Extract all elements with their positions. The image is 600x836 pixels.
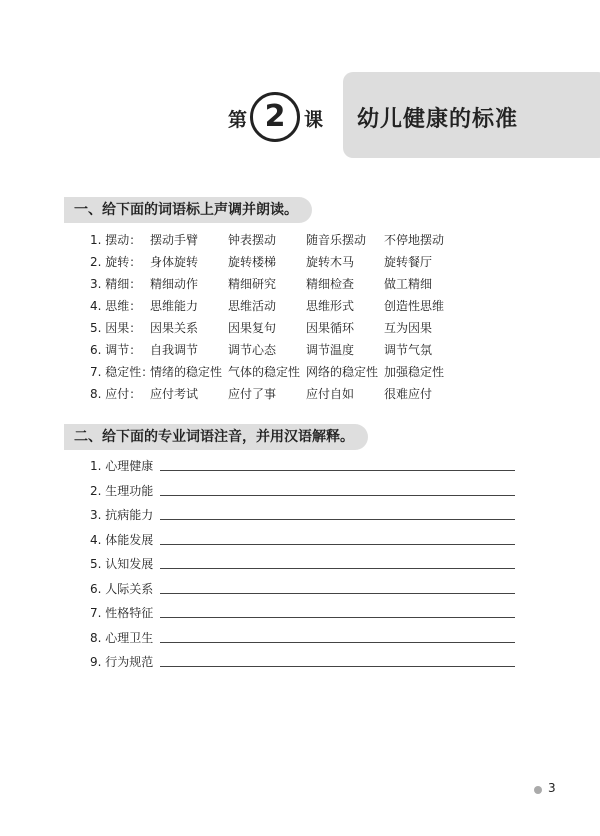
term-label: 7. 性格特征	[90, 606, 154, 620]
term-row	[90, 602, 515, 627]
lesson-number-badge: 2	[250, 92, 300, 142]
word-row	[90, 273, 490, 295]
answer-line[interactable]	[160, 666, 515, 667]
answer-line[interactable]	[160, 593, 515, 594]
word-row-label: 3. 精细：	[90, 277, 142, 291]
word-phrase: 创造性思维	[384, 299, 445, 313]
word-row-label: 7. 稳定性：	[90, 365, 154, 379]
term-row	[90, 504, 515, 529]
word-phrase: 不停地摆动	[384, 233, 445, 247]
word-phrase: 应付自如	[306, 387, 355, 401]
word-row	[90, 251, 490, 273]
term-row	[90, 553, 515, 578]
word-row-label: 6. 调节：	[90, 343, 142, 357]
word-phrase: 旋转餐厅	[384, 255, 433, 269]
word-phrase: 摆动手臂	[150, 233, 199, 247]
term-row	[90, 627, 515, 652]
lesson-suffix: 课	[304, 109, 324, 131]
word-phrase: 钟表摆动	[228, 233, 277, 247]
lesson-prefix: 第	[228, 109, 248, 131]
lesson-title: 幼儿健康的标准	[357, 107, 519, 132]
word-phrase: 做工精细	[384, 277, 433, 291]
answer-line[interactable]	[160, 642, 515, 643]
term-row	[90, 529, 515, 554]
section2-title: 二、给下面的专业词语注音，并用汉语解释。	[64, 424, 368, 450]
word-phrase: 精细动作	[150, 277, 199, 291]
word-phrase: 情绪的稳定性	[150, 365, 223, 379]
word-row	[90, 339, 490, 361]
page-dot-icon	[534, 786, 542, 794]
word-phrase: 调节气氛	[384, 343, 433, 357]
lesson-title-banner	[343, 72, 600, 158]
word-phrase: 因果复句	[228, 321, 277, 335]
term-label: 4. 体能发展	[90, 532, 154, 547]
term-label: 5. 认知发展	[90, 557, 154, 571]
word-phrase: 调节心态	[228, 343, 277, 357]
word-phrase: 精细研究	[228, 277, 277, 291]
word-row	[90, 361, 490, 383]
answer-line[interactable]	[160, 495, 515, 496]
word-phrase: 思维活动	[228, 299, 277, 313]
term-label: 3. 抗病能力	[90, 508, 154, 522]
page-number: 3	[548, 781, 556, 795]
word-phrase: 气体的稳定性	[228, 365, 301, 379]
word-phrase: 自我调节	[150, 343, 199, 357]
word-row-label: 1. 摆动：	[90, 233, 142, 247]
word-phrase: 互为因果	[384, 321, 433, 335]
word-row	[90, 317, 490, 339]
word-phrase: 思维形式	[306, 299, 355, 313]
term-row	[90, 480, 515, 505]
word-row	[90, 383, 490, 405]
word-phrase: 因果循环	[306, 321, 355, 335]
term-row	[90, 455, 515, 480]
term-label: 2. 生理功能	[90, 483, 154, 498]
word-phrase: 应付了事	[228, 387, 277, 401]
term-label: 8. 心理卫生	[90, 630, 154, 645]
answer-line[interactable]	[160, 470, 515, 471]
word-phrase: 因果关系	[150, 321, 199, 335]
word-phrase: 加强稳定性	[384, 365, 445, 379]
word-phrase: 很难应付	[384, 387, 433, 401]
word-row-label: 5. 因果：	[90, 321, 142, 335]
term-row	[90, 578, 515, 603]
word-phrase: 调节温度	[306, 343, 355, 357]
word-row	[90, 295, 490, 317]
term-row	[90, 651, 515, 676]
word-row-label: 8. 应付：	[90, 387, 142, 401]
word-phrase: 身体旋转	[150, 255, 199, 269]
section1-title: 一、给下面的词语标上声调并朗读。	[64, 197, 312, 223]
word-phrase: 精细检查	[306, 277, 355, 291]
answer-line[interactable]	[160, 544, 515, 545]
word-row-label: 4. 思维：	[90, 299, 142, 313]
answer-line[interactable]	[160, 519, 515, 520]
term-label: 6. 人际关系	[90, 581, 154, 596]
word-phrase: 随音乐摆动	[306, 233, 367, 247]
term-label: 1. 心理健康	[90, 459, 154, 473]
answer-line[interactable]	[160, 568, 515, 569]
word-phrase: 旋转楼梯	[228, 255, 277, 269]
word-phrase: 网络的稳定性	[306, 365, 379, 379]
term-explanation-list	[90, 455, 515, 676]
word-phrase: 旋转木马	[306, 255, 355, 269]
word-phrase: 思维能力	[150, 299, 199, 313]
answer-line[interactable]	[160, 617, 515, 618]
word-row	[90, 229, 490, 251]
word-tone-list	[90, 229, 490, 405]
word-row-label: 2. 旋转：	[90, 255, 142, 269]
term-label: 9. 行为规范	[90, 655, 154, 669]
word-phrase: 应付考试	[150, 387, 199, 401]
